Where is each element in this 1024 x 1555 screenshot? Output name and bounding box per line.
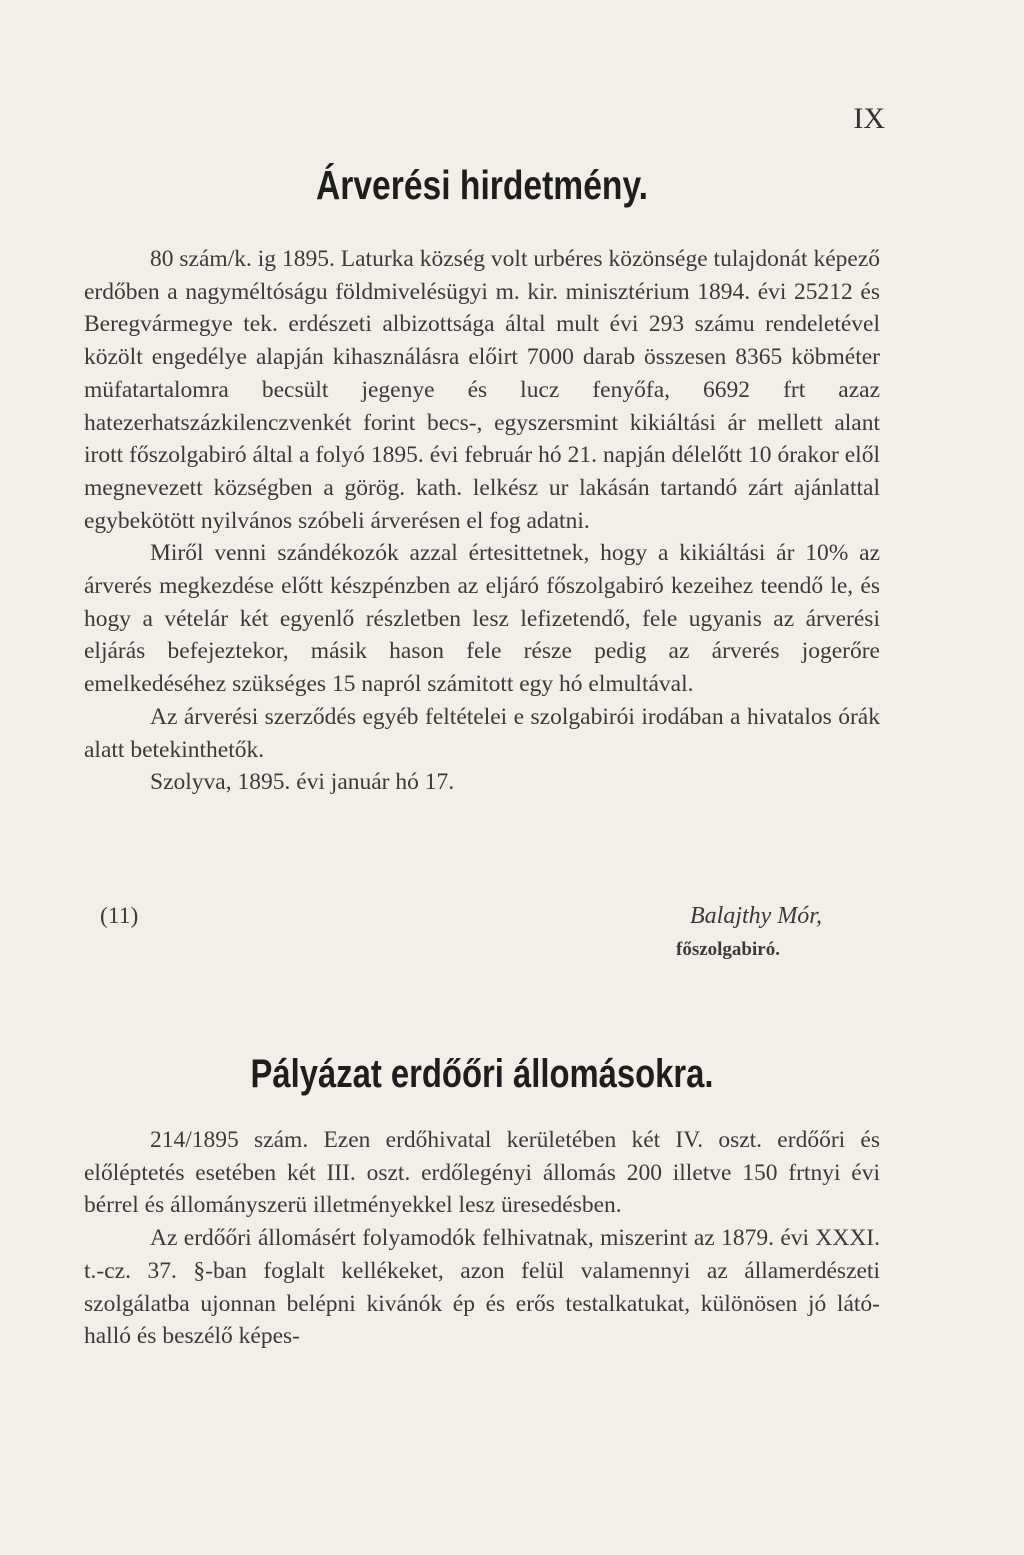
- signature-name: Balajthy Mór,: [690, 903, 822, 929]
- auction-notice-title: Árverési hirdetmény.: [316, 162, 648, 208]
- auction-notice-place-date: Szolyva, 1895. évi január hó 17.: [150, 769, 455, 796]
- vacancy-notice-paragraph-2: Az erdőőri állomásért folyamodók felhivatnak, miszerint az 1879. évi XXXI. t.-cz. 37. §-ban foglalt kellékeket, azon felül valamennyi az államerdészeti szolgálatba ujonnan belépni kivánók ép és erős testalkatukat, különösen jó látó- halló és beszélő képes-: [84, 1225, 880, 1350]
- signature-row: [100, 903, 880, 939]
- notice-reference-number: (11): [100, 903, 139, 929]
- auction-notice-paragraph-3: Az árverési szerződés egyéb feltételei e szolgabirói irodában a hivatalos órák alatt betekinthetők.: [84, 703, 880, 763]
- auction-notice-paragraph-1: 80 szám/k. ig 1895. Laturka község volt urbéres közönsége tulajdonát képező erdőben a nagyméltóságu földmivelésügyi m. kir. minisztérium 1894. évi 25212 és Beregvármegye tek. erdészeti albizottsága által mult évi 293 számu rendeletével közölt engedélye alapján kihasználásra előirt 7000 darab összesen 8365 köbméter müfatartalomra becsült jegenye és lucz fenyőfa, 6692 frt azaz hatezerhatszázkilenczvenkét forint becs-, egyszersmint kikiáltási ár mellett alant irott főszolgabiró által a folyó 1895. évi február hó 21. napján délelőtt 10 órakor elől megnevezett községben a görög. kath. lelkész ur lakásán tartandó zárt ajánlattal egybekötött nyilvános szóbeli árverésen el fog adatni.: [84, 246, 880, 534]
- auction-notice-body: [84, 243, 880, 799]
- vacancy-notice-title: Pályázat erdőőri állomásokra.: [250, 1052, 714, 1096]
- vacancy-notice-body: [84, 1124, 880, 1353]
- vacancy-notice-paragraph-1: 214/1895 szám. Ezen erdőhivatal kerületében két IV. oszt. erdőőri és előléptetés esetében két III. oszt. erdőlegényi állomás 200 illetve 150 frtnyi évi bérrel és állományszerü illetményekkel lesz üresedésben.: [84, 1127, 880, 1219]
- signature-title: főszolgabiró.: [676, 939, 780, 960]
- page-number: IX: [853, 102, 885, 135]
- auction-notice-paragraph-2: Miről venni szándékozók azzal értesittetnek, hogy a kikiáltási ár 10% az árverés megkezdése előtt készpénzben az eljáró főszolgabiró kezeihez teendő le, és hogy a vételár két egyenlő részletben lesz lefizetendő, fele ugyanis az árverési eljárás befejeztekor, másik hason fele része pedig az árverés jogerőre emelkedéséhez szükséges 15 napról számitott egy hó elmultával.: [84, 540, 880, 698]
